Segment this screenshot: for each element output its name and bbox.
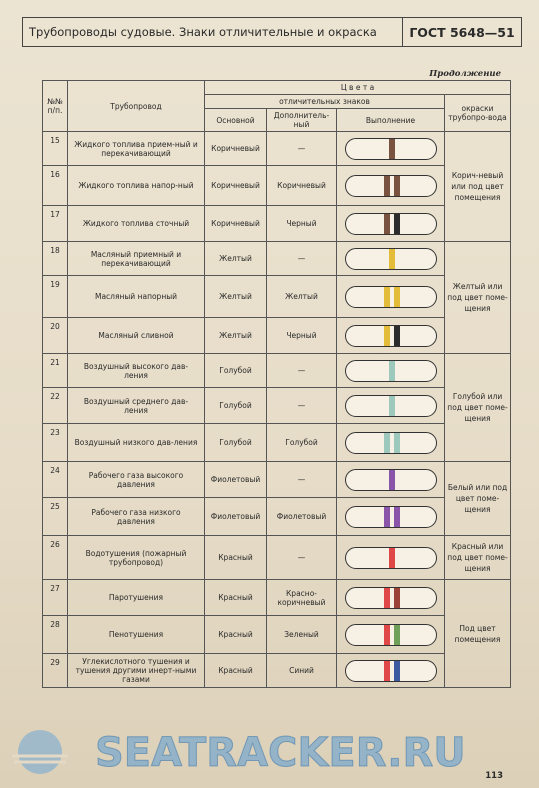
color-band — [394, 326, 400, 346]
document-header — [22, 17, 522, 47]
color-band — [394, 588, 400, 608]
row-number: 25 — [43, 498, 68, 536]
additional-color: Желтый — [267, 276, 337, 318]
table-header-row — [43, 81, 511, 95]
color-band — [394, 625, 400, 645]
main-color: Голубой — [205, 424, 267, 462]
color-band — [394, 176, 400, 196]
main-color: Коричневый — [205, 166, 267, 206]
main-color: Фиолетовый — [205, 498, 267, 536]
table-row — [43, 462, 511, 498]
execution-cell — [337, 206, 445, 242]
additional-color: Фиолетовый — [267, 498, 337, 536]
pipeline-name: Рабочего газа низкого давления — [68, 498, 205, 536]
table-row — [43, 498, 511, 536]
color-band — [389, 361, 395, 381]
pipe-drawing — [345, 213, 437, 235]
color-band — [384, 326, 390, 346]
pipe-drawing — [345, 587, 437, 609]
table-row — [43, 654, 511, 688]
pipe-drawing — [345, 506, 437, 528]
color-band — [384, 214, 390, 234]
row-number: 22 — [43, 388, 68, 424]
pipeline-name: Воздушный низкого дав-ления — [68, 424, 205, 462]
col-header-main: Основной — [205, 109, 267, 132]
document-title: Трубопроводы судовые. Знаки отличительные и окраска — [29, 25, 377, 39]
row-number: 17 — [43, 206, 68, 242]
table-row — [43, 388, 511, 424]
color-band — [384, 661, 390, 681]
execution-cell — [337, 354, 445, 388]
table-row — [43, 132, 511, 166]
gost-number: ГОСТ 5648—51 — [402, 18, 521, 46]
execution-cell — [337, 166, 445, 206]
paint-color: Голубой или под цвет поме-щения — [445, 354, 511, 462]
pipe-drawing — [345, 325, 437, 347]
additional-color: — — [267, 388, 337, 424]
pipeline-name: Рабочего газа высокого давления — [68, 462, 205, 498]
additional-color: Синий — [267, 654, 337, 688]
row-number: 19 — [43, 276, 68, 318]
paint-color: Белый или под цвет поме-щения — [445, 462, 511, 536]
watermark-text: SEATRACKER.RU — [95, 730, 466, 776]
row-number: 15 — [43, 132, 68, 166]
pipeline-name: Жидкого топлива напор-ный — [68, 166, 205, 206]
pipe-drawing — [345, 660, 437, 682]
pipe-drawing — [345, 138, 437, 160]
main-color: Красный — [205, 580, 267, 616]
pipeline-name: Паротушения — [68, 580, 205, 616]
table-row — [43, 616, 511, 654]
color-band — [389, 470, 395, 490]
execution-cell — [337, 498, 445, 536]
additional-color: Черный — [267, 318, 337, 354]
execution-cell — [337, 462, 445, 498]
table-row — [43, 354, 511, 388]
page-number: 113 — [485, 771, 503, 781]
pipe-drawing — [345, 286, 437, 308]
main-color: Желтый — [205, 318, 267, 354]
color-band — [384, 176, 390, 196]
additional-color: Голубой — [267, 424, 337, 462]
execution-cell — [337, 242, 445, 276]
row-number: 26 — [43, 536, 68, 580]
col-header-colors: Ц в е т а — [205, 81, 511, 95]
additional-color: — — [267, 462, 337, 498]
pipeline-name: Воздушный среднего дав-ления — [68, 388, 205, 424]
pipe-drawing — [345, 395, 437, 417]
col-header-num: №№ п/п. — [43, 81, 68, 132]
pipeline-name: Углекислотного тушения и тушения другими инерт-ными газами — [68, 654, 205, 688]
color-band — [389, 249, 395, 269]
table-row — [43, 318, 511, 354]
table-row — [43, 424, 511, 462]
additional-color: — — [267, 354, 337, 388]
col-header-additional: Дополнитель-ный — [267, 109, 337, 132]
color-band — [389, 396, 395, 416]
execution-cell — [337, 388, 445, 424]
execution-cell — [337, 424, 445, 462]
additional-color: — — [267, 242, 337, 276]
additional-color: — — [267, 536, 337, 580]
row-number: 23 — [43, 424, 68, 462]
row-number: 27 — [43, 580, 68, 616]
additional-color: Красно-коричневый — [267, 580, 337, 616]
pipeline-name: Пенотушения — [68, 616, 205, 654]
table-row — [43, 276, 511, 318]
color-band — [394, 661, 400, 681]
color-band — [384, 625, 390, 645]
row-number: 28 — [43, 616, 68, 654]
main-color: Красный — [205, 536, 267, 580]
main-color: Красный — [205, 654, 267, 688]
color-band — [384, 287, 390, 307]
color-band — [384, 433, 390, 453]
additional-color: Черный — [267, 206, 337, 242]
col-header-marks: отличительных знаков — [205, 95, 445, 109]
pipeline-name: Масляный напорный — [68, 276, 205, 318]
main-color: Желтый — [205, 276, 267, 318]
additional-color: — — [267, 132, 337, 166]
color-band — [394, 433, 400, 453]
execution-cell — [337, 276, 445, 318]
table-row — [43, 580, 511, 616]
execution-cell — [337, 318, 445, 354]
pipeline-name: Масляный сливной — [68, 318, 205, 354]
main-color: Коричневый — [205, 206, 267, 242]
pipe-drawing — [345, 547, 437, 569]
pipe-drawing — [345, 469, 437, 491]
table-row — [43, 242, 511, 276]
main-color: Голубой — [205, 354, 267, 388]
paint-color: Желтый или под цвет поме-щения — [445, 242, 511, 354]
color-band — [394, 287, 400, 307]
additional-color: Зеленый — [267, 616, 337, 654]
pipe-drawing — [345, 360, 437, 382]
color-band — [389, 139, 395, 159]
execution-cell — [337, 536, 445, 580]
col-header-execution: Выполнение — [337, 109, 445, 132]
col-header-pipeline: Трубопровод — [68, 81, 205, 132]
pipeline-name: Воздушный высокого дав-ления — [68, 354, 205, 388]
pipeline-name: Жидкого топлива прием-ный и перекачивающий — [68, 132, 205, 166]
continuation-label: Продолжение — [429, 69, 501, 79]
row-number: 29 — [43, 654, 68, 688]
color-band — [384, 588, 390, 608]
main-color: Красный — [205, 616, 267, 654]
row-number: 16 — [43, 166, 68, 206]
pipeline-name: Водотушения (пожарный трубопровод) — [68, 536, 205, 580]
table-row — [43, 536, 511, 580]
paint-color: Корич-невый или под цвет помещения — [445, 132, 511, 242]
paint-color: Под цвет помещения — [445, 580, 511, 688]
pipeline-name: Масляный приемный и перекачивающий — [68, 242, 205, 276]
row-number: 18 — [43, 242, 68, 276]
color-band — [394, 214, 400, 234]
pipe-drawing — [345, 248, 437, 270]
pipeline-name: Жидкого топлива сточный — [68, 206, 205, 242]
row-number: 20 — [43, 318, 68, 354]
row-number: 21 — [43, 354, 68, 388]
col-header-paint: окраски трубопро-вода — [445, 95, 511, 132]
table-row — [43, 166, 511, 206]
pipe-drawing — [345, 175, 437, 197]
main-color: Коричневый — [205, 132, 267, 166]
paint-color: Красный или под цвет поме-щения — [445, 536, 511, 580]
pipeline-color-table — [42, 80, 511, 688]
execution-cell — [337, 580, 445, 616]
color-band — [394, 507, 400, 527]
execution-cell — [337, 616, 445, 654]
table-row — [43, 206, 511, 242]
row-number: 24 — [43, 462, 68, 498]
main-color: Фиолетовый — [205, 462, 267, 498]
main-color: Желтый — [205, 242, 267, 276]
pipe-drawing — [345, 432, 437, 454]
color-band — [389, 548, 395, 568]
execution-cell — [337, 654, 445, 688]
main-color: Голубой — [205, 388, 267, 424]
additional-color: Коричневый — [267, 166, 337, 206]
color-band — [384, 507, 390, 527]
seatracker-watermark — [0, 722, 539, 778]
execution-cell — [337, 132, 445, 166]
pipe-drawing — [345, 624, 437, 646]
